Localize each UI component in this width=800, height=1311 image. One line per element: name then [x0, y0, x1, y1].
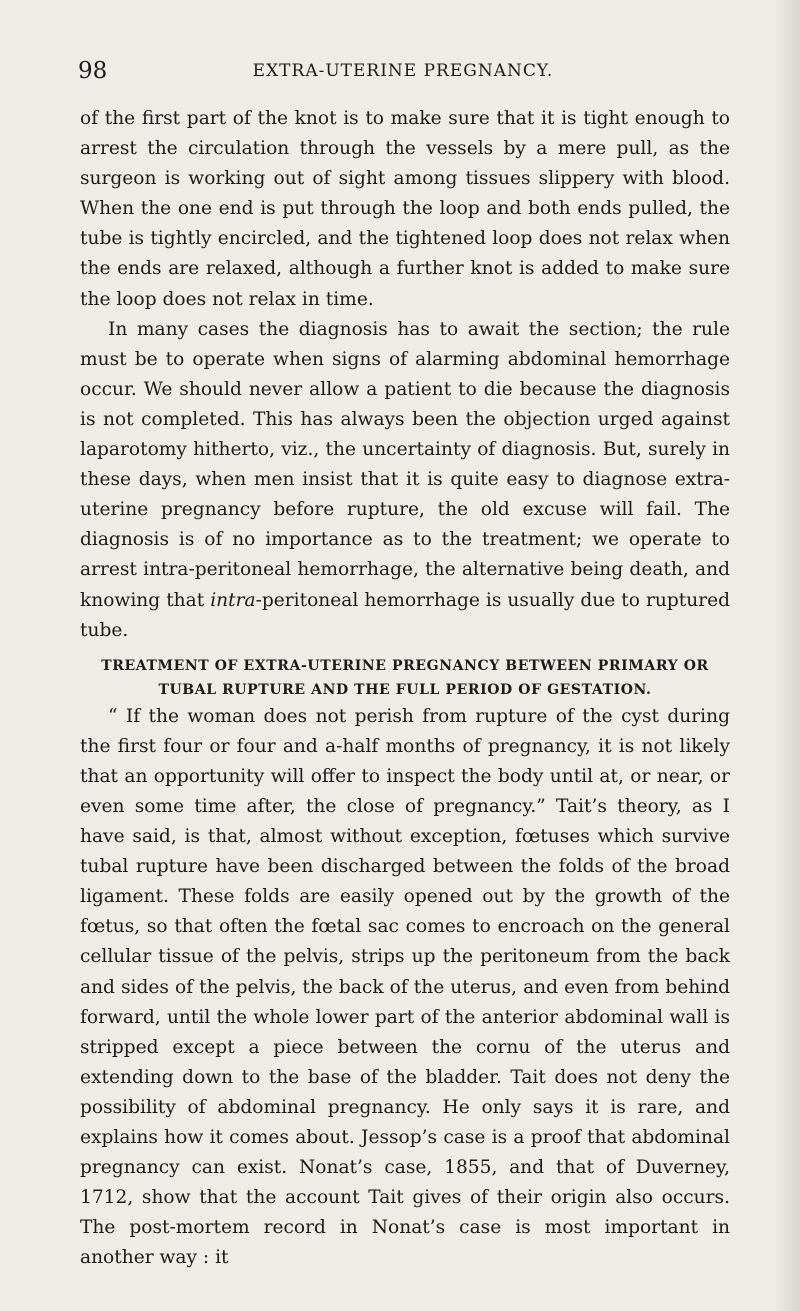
paragraph-diagnosis-text: In many cases the diagnosis has to await the section; the rule must be to operate when signs of alarming abdominal hemorrhage occur. We should never allow a patient to die because the diagnosis is not completed. This has always been the objection urged against laparotomy hitherto, viz., the uncertainty of diagnosis. But, surely in these days, when men insist that it is quite easy to diagnose extra-uterine pregnancy before rupture, the old excuse will fail. The diagnosis is of no importance as to the treatment; we operate to arrest intra-peritoneal hemorrhage, the alternative being death, and knowing that — [80, 318, 730, 611]
italic-term: intra — [210, 589, 256, 611]
paragraph-diagnosis — [80, 315, 730, 646]
running-title: EXTRA-UTERINE PREGNANCY. — [252, 61, 554, 81]
running-head — [78, 56, 728, 86]
page-edge-shadow — [774, 0, 800, 1311]
page-number: 98 — [78, 58, 108, 84]
body-text — [80, 104, 730, 1273]
paragraph-treatment: “ If the woman does not perish from rupture of the cyst during the first four or four and a-half months of pregnancy, it is not likely that an opportunity will offer to inspect the body until at, or near, or even some time after, the close of pregnancy.” Tait’s theory, as I have said, is that, almost without exception, fœtuses which survive tubal rupture have been discharged between the folds of the broad ligament. These folds are easily opened out by the growth of the fœtus, so that often the fœtal sac comes to encroach on the general cellular tissue of the pelvis, strips up the peritoneum from the back and sides of the pelvis, the back of the uterus, and even from behind forward, until the whole lower part of the anterior abdominal wall is stripped except a piece between the cornu of the uterus and extending down to the base of the bladder. Tait does not deny the possibility of abdominal pregnancy. He only says it is rare, and explains how it comes about. Jessop’s case is a proof that abdominal pregnancy can exist. Nonat’s case, 1855, and that of Duverney, 1712, show that the account Tait gives of their origin also occurs. The post-mortem record in Nonat’s case is most important in another way : it — [80, 705, 730, 1269]
paragraph-diagnosis-end: -peritoneal hemorrhage is usually due to ruptured tube. — [80, 589, 730, 641]
section-heading: TREATMENT OF EXTRA-UTERINE PREGNANCY BETWEEN PRIMARY OR TUBAL RUPTURE AND THE FULL PERIOD OF GESTATION. — [101, 657, 709, 698]
paragraph-continued: of the first part of the knot is to make sure that it is tight enough to arrest the circulation through the vessels by a mere pull, as the surgeon is working out of sight among tissues slippery with blood. When the one end is put through the loop and both ends pulled, the tube is tightly encircled, and the tightened loop does not relax when the ends are relaxed, although a further knot is added to make sure the loop does not relax in time. — [80, 108, 730, 310]
